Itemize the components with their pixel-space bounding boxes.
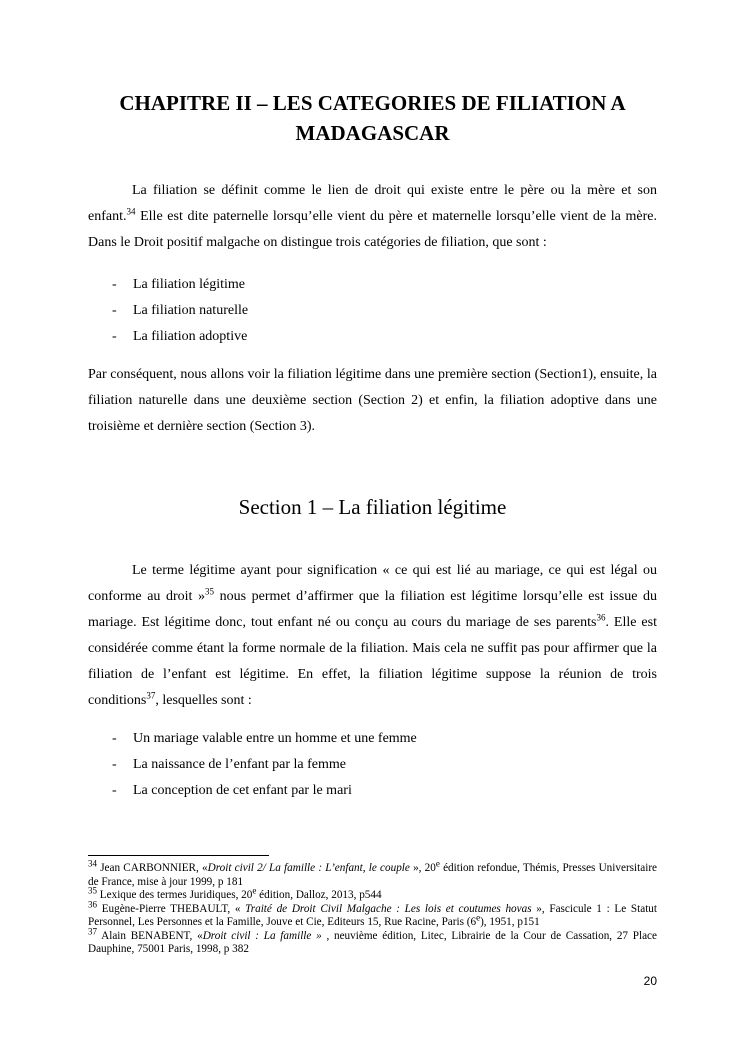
list-item: - Un mariage valable entre un homme et une femme — [88, 726, 648, 752]
list-item: - La filiation légitime — [88, 272, 648, 298]
list-item: - La naissance de l’enfant par la femme — [88, 752, 648, 778]
intro-text-b: Elle est dite paternelle lorsqu’elle vient du père et maternelle lorsqu’elle vient de la mère. Dans le Droit positif malgache on distingue trois catégories de filiation, que sont : — [88, 209, 657, 250]
list-item: - La filiation adoptive — [88, 324, 648, 350]
section1-paragraph: Le terme légitime ayant pour signification « ce qui est lié au mariage, ce qui est légal ou conforme au droit »$^{35}$ nous permet d’affirmer que la filiation est légitime lorsqu’elle est issue du mariage. Est légitime donc, tout enfant né ou conçu au cours du mariage de ses parents$^{36}$. Elle est considérée comme étant la forme normale de la filiation. Mais cela ne suffit pas pour affirmer que la filiation de l’enfant est légitime. En effet, la filiation légitime suppose la réunion de trois conditions$^{37}$, lesquelles sont : — [88, 563, 658, 708]
dash-bullet: - — [112, 303, 117, 318]
dash-bullet: - — [112, 329, 117, 344]
conditions-list — [88, 726, 648, 804]
list-item: - La conception de cet enfant par le mari — [88, 778, 648, 804]
filiation-categories-list — [88, 272, 648, 350]
footnote-34: $^{34}$ Jean CARBONNIER, «Droit civil 2/ La famille : L’enfant, le couple », 20e édition refondue, Thémis, Presses Universitaire de France, mise à jour 1999, p 181 — [88, 858, 658, 888]
footnote-ref-36: 36 — [596, 612, 606, 623]
outline-paragraph: Par conséquent, nous allons voir la filiation légitime dans une première section (Section1), ensuite, la filiation naturelle dans une deuxième section (Section 2) et enfin, la filiation adoptive dans une troisième et dernière section (Section 3). — [88, 367, 657, 434]
section-heading: Section 1 – La filiation légitime — [238, 495, 507, 519]
dash-bullet: - — [112, 783, 117, 798]
list-item: - La filiation naturelle — [88, 298, 648, 324]
footnote-ref-35: 35 — [205, 586, 215, 597]
dash-bullet: - — [112, 731, 117, 746]
footnote-separator — [88, 855, 269, 856]
footnote-ref-34: 34 — [126, 206, 136, 217]
footnote-ref-37: 37 — [146, 690, 156, 701]
footnote-36: $^{36}$ Eugène-Pierre THEBAULT, « Traité de Droit Civil Malgache : Les lois et coutumes hovas », Fascicule 1 : Le Statut Personnel, Les Personnes et la Famille, Jouve et Cie, Editeurs 15, Rue Racine, Paris (6e), 1951, p151 — [88, 898, 658, 928]
page-number: 20 — [643, 974, 657, 988]
footnote-37: $^{37}$ Alain BENABENT, «Droit civil : La famille » , neuvième édition, Litec, Librairie de la Cour de Cassation, 27 Place Dauphine, 75001 Paris, 1998, p 382 — [88, 925, 657, 955]
dash-bullet: - — [112, 277, 117, 292]
footnote-35: $^{35}$ Lexique des termes Juridiques, 20e édition, Dalloz, 2013, p544 — [88, 885, 382, 901]
intro-paragraph — [88, 178, 657, 256]
intro-text-a: La filiation se définit comme le lien de droit qui existe entre le père ou la mère et son enfant. — [88, 183, 657, 224]
footnotes — [88, 858, 658, 957]
dash-bullet: - — [112, 757, 117, 772]
chapter-title: CHAPITRE II – LES CATEGORIES DE FILIATION A MADAGASCAR — [119, 91, 626, 145]
